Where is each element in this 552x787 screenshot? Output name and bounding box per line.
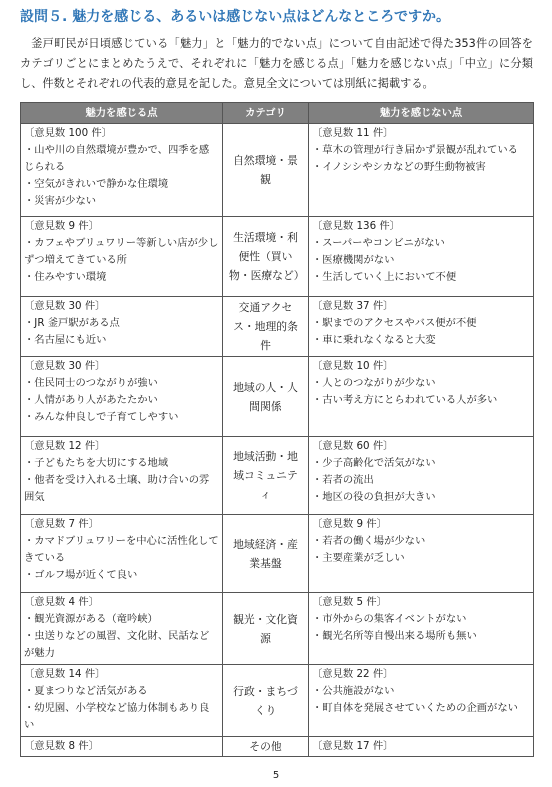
table-row (21, 297, 534, 357)
opinion-item: ・人とのつながりが少ない (312, 377, 436, 389)
opinion-item: ・少子高齢化で活気がない (312, 457, 436, 469)
table-row (21, 665, 534, 737)
opinion-item: ・市外からの集客イベントがない (312, 613, 467, 625)
table-row (21, 515, 534, 593)
category-cell: 交通アクセス・地理的条件 (223, 297, 309, 357)
opinion-item: ・災害が少ない (24, 195, 97, 207)
opinion-count: 〔意見数 12 件〕 (24, 440, 106, 452)
table-row (21, 217, 534, 297)
negative-cell (309, 665, 534, 737)
positive-cell (21, 665, 223, 737)
opinion-item: ・夏まつりなど活気がある (24, 685, 148, 697)
category-cell: 地域の人・人間関係 (223, 357, 309, 437)
opinion-count: 〔意見数 8 件〕 (24, 740, 99, 752)
opinion-count: 〔意見数 37 件〕 (312, 300, 394, 312)
opinion-item: ・イノシシやシカなどの野生動物被害 (312, 161, 486, 173)
category-cell: 生活環境・利便性（買い物・医療など） (223, 217, 309, 297)
opinion-item: ・他者を受け入れる土壌、助け合いの雰囲気 (24, 474, 210, 503)
opinion-item: ・生活していく上において不便 (312, 271, 457, 283)
table-row (21, 357, 534, 437)
page-number: 5 (272, 770, 280, 781)
negative-cell (309, 437, 534, 515)
opinion-item: ・虫送りなどの風習、文化財、民話などが魅力 (24, 630, 210, 659)
category-cell: 地域活動・地域コミュニティ (223, 437, 309, 515)
header-positive: 魅力を感じる点 (21, 103, 223, 124)
opinion-item: ・駅までのアクセスやバス便が不便 (312, 317, 477, 329)
opinion-count: 〔意見数 60 件〕 (312, 440, 394, 452)
opinion-count: 〔意見数 11 件〕 (312, 127, 394, 139)
header-category: カテゴリ (223, 103, 309, 124)
opinion-item: ・若者の流出 (312, 474, 374, 486)
opinion-item: ・古い考え方にとらわれている人が多い (312, 394, 498, 406)
opinion-item: ・ゴルフ場が近くて良い (24, 569, 138, 581)
opinion-count: 〔意見数 30 件〕 (24, 300, 106, 312)
category-cell: 地域経済・産業基盤 (223, 515, 309, 593)
opinion-count: 〔意見数 7 件〕 (24, 518, 99, 530)
positive-cell (21, 737, 223, 757)
negative-cell (309, 515, 534, 593)
positive-cell (21, 515, 223, 593)
opinion-count: 〔意見数 22 件〕 (312, 668, 394, 680)
negative-cell (309, 124, 534, 217)
opinion-item: ・観光資源がある（竜吟峡） (24, 613, 158, 625)
opinion-item: ・カマドブリュワリーを中心に活性化してきている (24, 535, 219, 564)
opinion-count: 〔意見数 10 件〕 (312, 360, 394, 372)
opinion-item: ・人情があり人があたたかい (24, 394, 158, 406)
opinion-item: ・観光名所等自慢出来る場所も無い (312, 630, 477, 642)
opinion-item: ・空気がきれいで静かな住環境 (24, 178, 169, 190)
opinion-count: 〔意見数 30 件〕 (24, 360, 106, 372)
opinion-item: ・主要産業が乏しい (312, 552, 405, 564)
opinion-item: ・若者の働く場が少ない (312, 535, 426, 547)
opinion-item: ・子どもたちを大切にする地域 (24, 457, 169, 469)
opinion-item: ・スーパーやコンビニがない (312, 237, 445, 249)
header-negative: 魅力を感じない点 (309, 103, 534, 124)
positive-cell (21, 124, 223, 217)
positive-cell (21, 217, 223, 297)
positive-cell (21, 593, 223, 665)
opinion-count: 〔意見数 9 件〕 (24, 220, 99, 232)
negative-cell (309, 357, 534, 437)
category-cell: 行政・まちづくり (223, 665, 309, 737)
opinion-item: ・住みやすい環境 (24, 271, 107, 283)
opinion-item: ・名古屋にも近い (24, 334, 107, 346)
negative-cell (309, 593, 534, 665)
positive-cell (21, 297, 223, 357)
positive-cell (21, 437, 223, 515)
opinion-item: ・医療機関がない (312, 254, 395, 266)
table-row (21, 437, 534, 515)
positive-cell (21, 357, 223, 437)
survey-table (20, 102, 534, 757)
opinion-item: ・公共施設がない (312, 685, 395, 697)
table-row (21, 124, 534, 217)
opinion-item: ・カフェやブリュワリー等新しい店が少しずつ増えてきている所 (24, 237, 219, 266)
opinion-count: 〔意見数 9 件〕 (312, 518, 387, 530)
negative-cell (309, 217, 534, 297)
question-heading: 設問５. 魅力を感じる、あるいは感じない点はどんなところですか。 (20, 9, 451, 25)
opinion-count: 〔意見数 14 件〕 (24, 668, 106, 680)
category-cell: 自然環境・景観 (223, 124, 309, 217)
negative-cell (309, 737, 534, 757)
opinion-count: 〔意見数 5 件〕 (312, 596, 387, 608)
opinion-count: 〔意見数 100 件〕 (24, 127, 112, 139)
opinion-item: ・JR 釜戸駅がある点 (24, 317, 120, 329)
opinion-item: ・町自体を発展させていくための企画がない (312, 702, 518, 714)
table-header-row (21, 103, 534, 124)
opinion-count: 〔意見数 4 件〕 (24, 596, 99, 608)
table-row (21, 593, 534, 665)
opinion-item: ・草木の管理が行き届かず景観が乱れている (312, 144, 518, 156)
opinion-item: ・車に乗れなくなると大変 (312, 334, 436, 346)
category-cell: その他 (223, 737, 309, 757)
opinion-count: 〔意見数 136 件〕 (312, 220, 400, 232)
opinion-item: ・住民同士のつながりが強い (24, 377, 158, 389)
opinion-item: ・山や川の自然環境が豊かで、四季を感じられる (24, 144, 210, 173)
opinion-item: ・みんな仲良しで子育てしやすい (24, 411, 179, 423)
negative-cell (309, 297, 534, 357)
intro-paragraph: 釜戸町民が日頃感じている「魅力」と「魅力的でない点」について自由記述で得た353件の回答をカテゴリごとにまとめたうえで、それぞれに「魅力を感じる点」「魅力を感じない点」「中立」に分類し、件数とそれぞれの代表的意見を記した。意見全文については別紙に掲載する。 (20, 37, 533, 90)
table-row (21, 737, 534, 757)
opinion-count: 〔意見数 17 件〕 (312, 740, 394, 752)
opinion-item: ・幼児園、小学校など協力体制もあり良い (24, 702, 210, 731)
opinion-item: ・地区の役の負担が大きい (312, 491, 436, 503)
category-cell: 観光・文化資源 (223, 593, 309, 665)
